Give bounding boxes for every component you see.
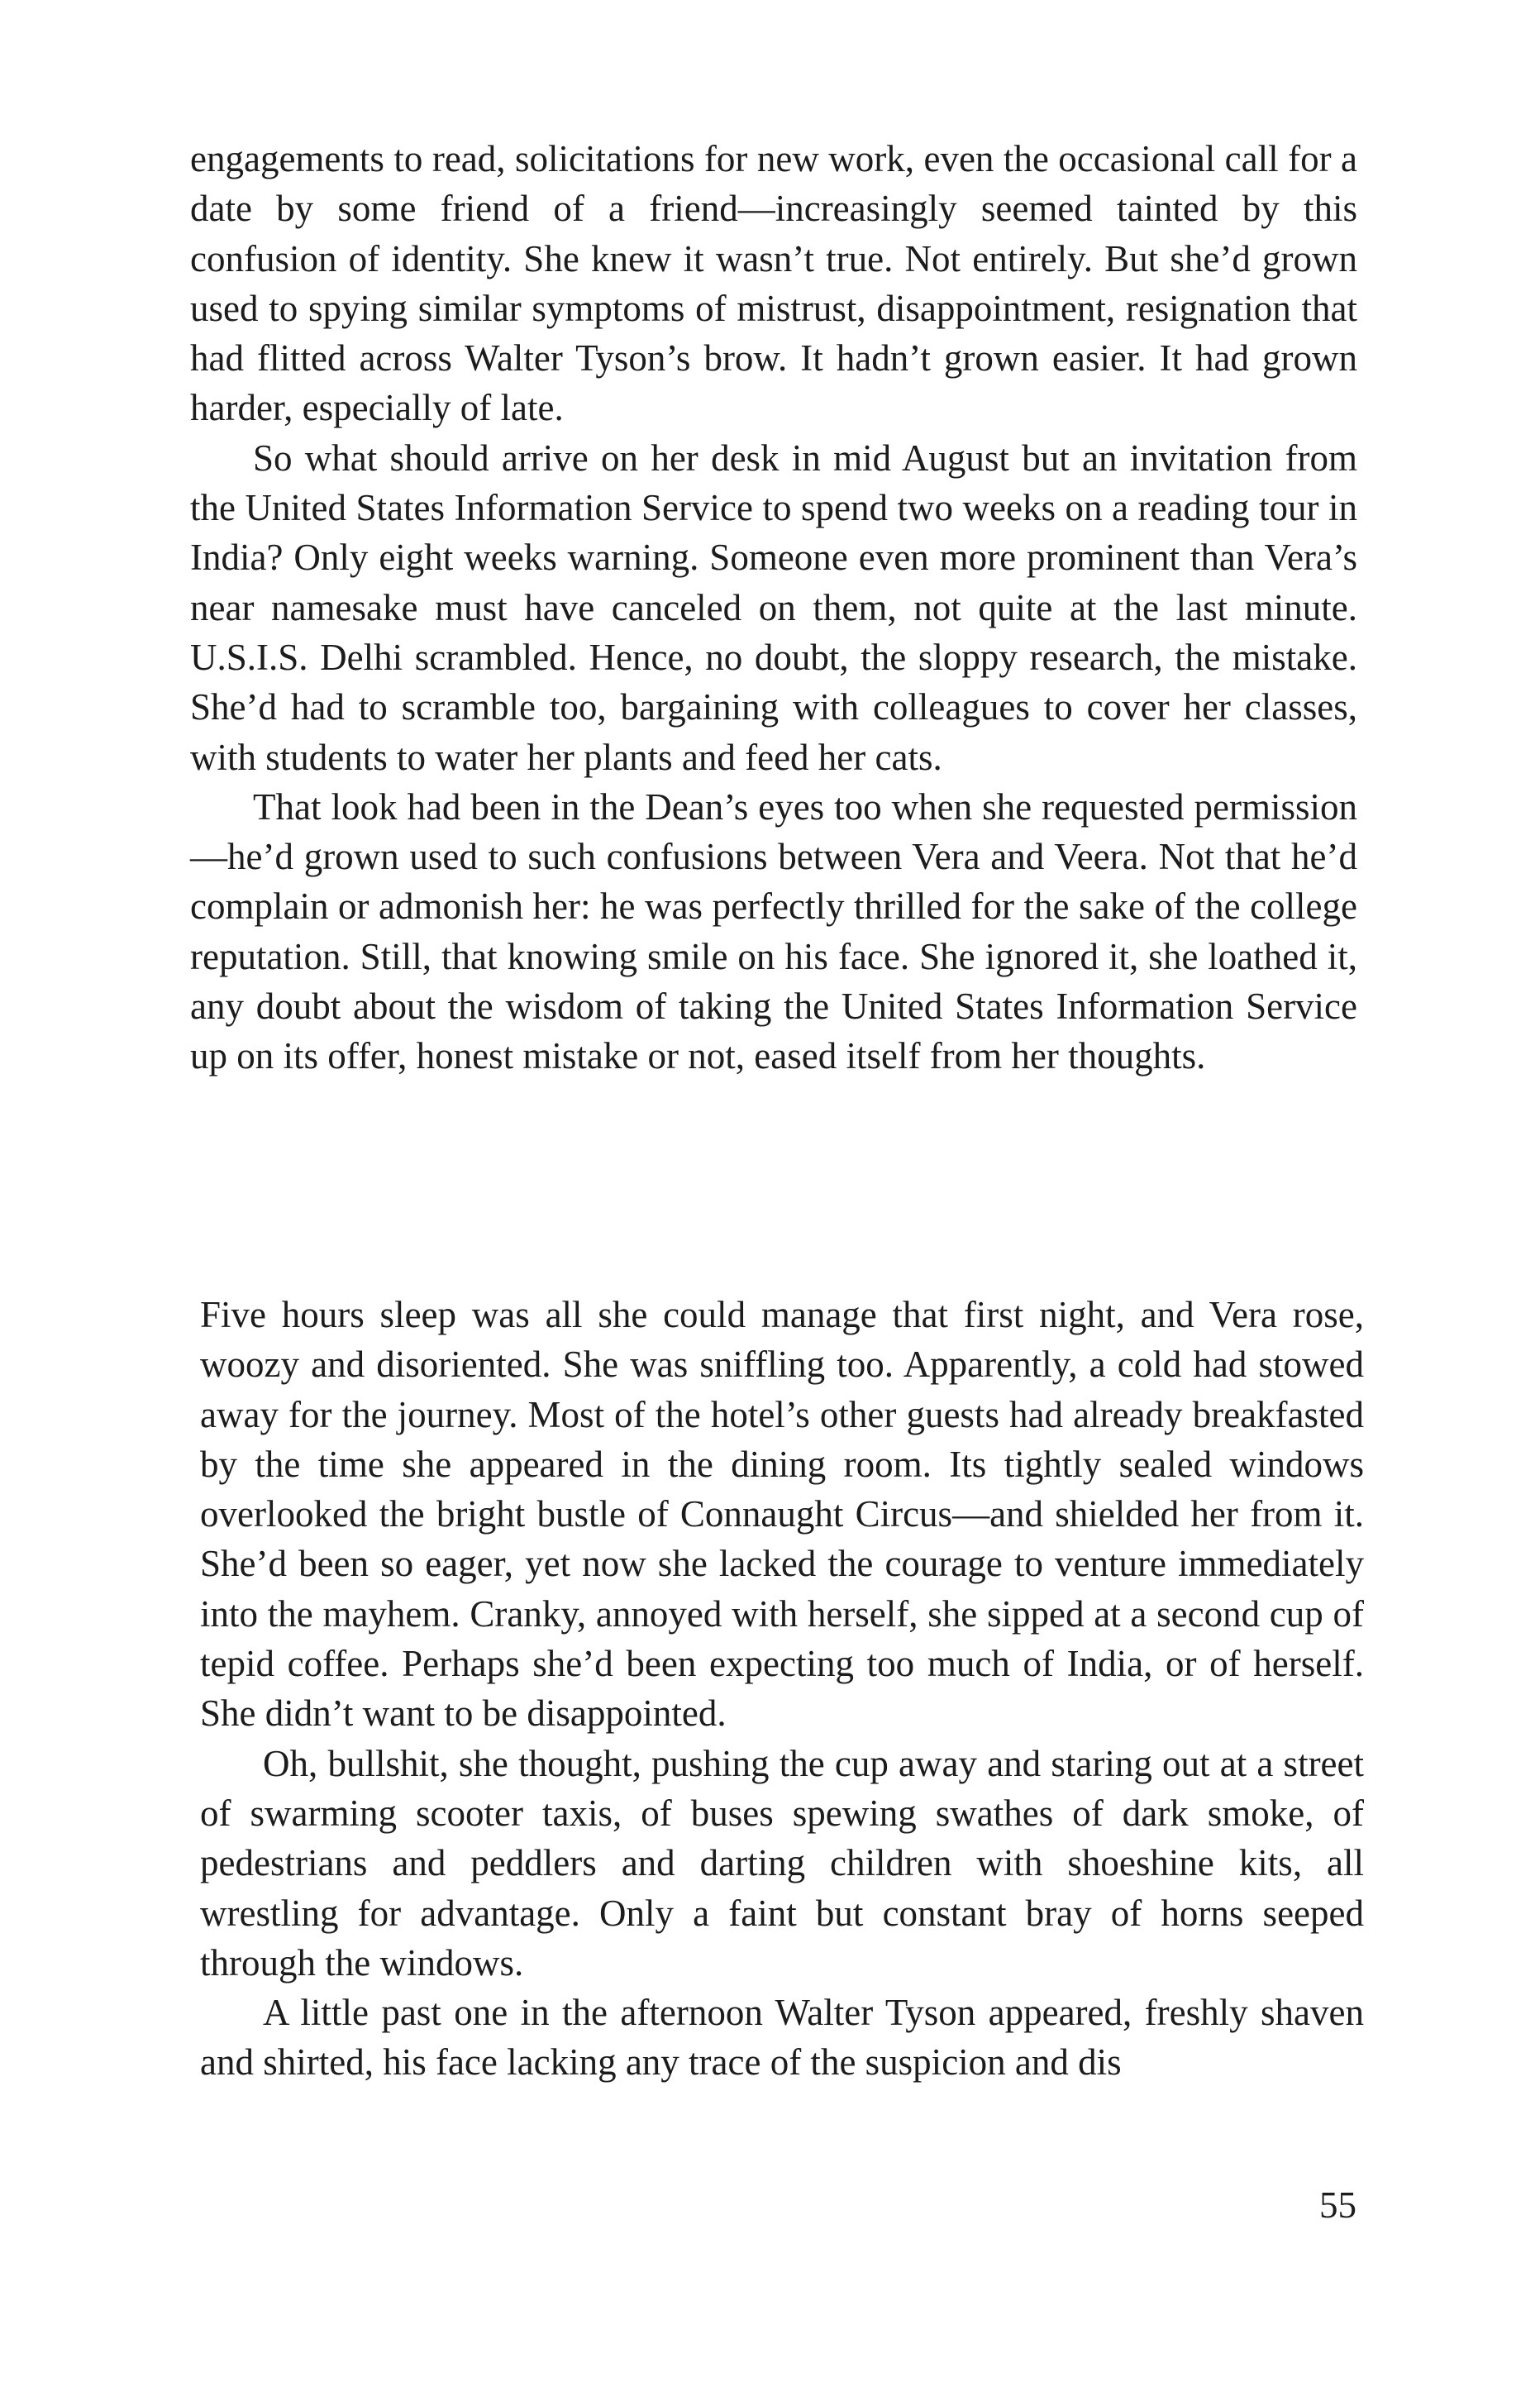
paragraph-continues-next-page: A little past one in the afternoon Walter Tyson appeared, freshly shaven and shirted, his face lacking any trace of the suspicion and dis <box>200 1992 1364 2084</box>
paragraph-continued: engagements to read, solicitations for new work, even the occasional call for a date by some friend of a friend—increasingly seemed tainted by this confusion of identity. She knew it wasn’t true. Not entirely. But she’d grown used to spying similar symptoms of mistrust, disappointment, resignation that had flitted across Walter Tyson’s brow. It hadn’t grown easier. It had grown harder, especially of late. <box>190 138 1357 429</box>
paragraph: That look had been in the Dean’s eyes too when she requested permission—he’d grown used to such confusions between Vera and Veera. Not that he’d complain or admonish her: he was perfectly thrilled for the sake of the college reputation. Still, that knowing smile on his face. She ignored it, she loathed it, any doubt about the wisdom of taking the United States Information Service up on its offer, honest mistake or not, eased itself from her thoughts. <box>190 785 1357 1077</box>
text-section-1 <box>190 134 1357 1081</box>
paragraph: Oh, bullshit, she thought, pushing the cup away and staring out at a street of swarming scooter taxis, of buses spewing swathes of dark smoke, of pedestrians and peddlers and darting children with shoeshine kits, all wrestling for advantage. Only a faint but constant bray of horns seeped through the windows. <box>200 1742 1364 1984</box>
paragraph: So what should arrive on her desk in mid August but an invitation from the United States Information Service to spend two weeks on a reading tour in India? Only eight weeks warning. Someone even more prominent than Vera’s near namesake must have canceled on them, not quite at the last minute. U.S.I.S. Delhi scrambled. Hence, no doubt, the sloppy research, the mistake. She’d had to scramble too, bargaining with colleagues to cover her classes, with students to water her plants and feed her cats. <box>190 437 1357 778</box>
text-section-2 <box>200 1290 1364 2088</box>
paragraph-section-opening: Five hours sleep was all she could manage that first night, and Vera rose, woozy and disoriented. She was sniffling too. Apparently, a cold had stowed away for the journey. Most of the hotel’s other guests had already breakfasted by the time she appeared in the dining room. Its tightly sealed windows overlooked the bright bustle of Connaught Circus—and shielded her from it. She’d been so eager, yet now she lacked the courage to venture immediately into the mayhem. Cranky, annoyed with herself, she sipped at a second cup of tepid coffee. Perhaps she’d been expecting too much of India, or of herself. She didn’t want to be disappointed. <box>200 1294 1364 1735</box>
page-number: 55 <box>1319 2184 1356 2226</box>
